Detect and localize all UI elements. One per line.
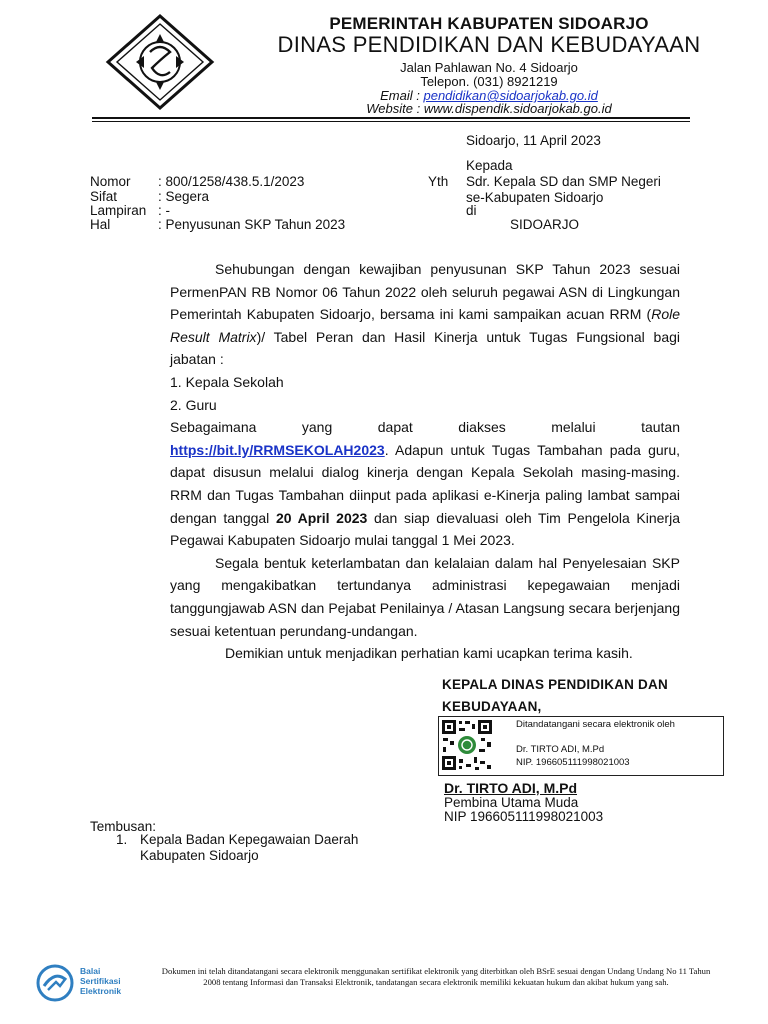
- signatory-nip: NIP 196605111998021003: [444, 809, 604, 824]
- rrm-link[interactable]: https://bit.ly/RRMSEKOLAH2023: [170, 441, 385, 458]
- paragraph-1: Sehubungan dengan kewajiban penyusunan SKP Tahun 2023 sesuai PermenPAN RB Nomor 06 Tahun 2022 oleh seluruh pegawai ASN di Lingkungan Pemerintah Kabupaten Sidoarjo, bersama ini kami sampaikan acuan RRM (Role Result Matrix)/ Tabel Peran dan Hasil Kinerja untuk Tugas Fungsional bagi jabatan :: [170, 261, 680, 368]
- recipient-kepada: Kepada: [466, 158, 513, 173]
- hal-value: : Penyusunan SKP Tahun 2023: [158, 217, 346, 232]
- office-phone: Telepon. (031) 8921219: [420, 74, 558, 89]
- paragraph-2: https://bit.ly/RRMSEKOLAH2023. Adapun untuk Tugas Tambahan pada guru, dapat disusun melalui dialog kinerja dengan Kepala Sekolah masing-masing. RRM dan Tugas Tambahan diinput pada aplikasi e-Kinerja paling lambat sampai dengan tanggal 20 April 2023 dan siap dievaluasi oleh Tim Pengelola Kinerja Pegawai Kabupaten Sidoarjo mulai tanggal 1 Mei 2023.: [170, 441, 680, 549]
- tembusan-item-line1: Kepala Badan Kepegawaian Daerah: [140, 832, 359, 847]
- letter-body: [170, 258, 680, 665]
- e-signature-nip: NIP. 196605111998021003: [516, 757, 630, 768]
- rrm-italic: Role Result Matrix: [170, 306, 680, 345]
- office-name: DINAS PENDIDIKAN DAN KEBUDAYAAN: [277, 32, 701, 57]
- email-label: Email :: [380, 88, 424, 103]
- signatory-name: Dr. TIRTO ADI, M.Pd: [444, 780, 578, 796]
- paragraph-3: Segala bentuk keterlambatan dan kelalaian dalam hal Penyelesaian SKP yang mengakibatkan tertundanya administrasi kepegawaian menjadi tanggungjawab ASN dan Pejabat Penilainya / Atasan Langsung secara berjenjang sesuai ketentuan perundang-undangan.: [170, 554, 680, 639]
- signature-title-1: KEPALA DINAS PENDIDIKAN DAN: [442, 677, 668, 692]
- sifat-label: Sifat: [90, 189, 118, 204]
- recipient-yth: Yth: [428, 174, 449, 189]
- e-signature-disclaimer: Dokumen ini telah ditandatangani secara elektronik menggunakan sertifikat elektronik yang diterbitkan oleh BSrE sesuai dengan Undang Undang No 11 Tahun 2008 tentang Informasi dan Transaksi Elektronik, tandatangan secara elektronik memiliki kekuatan hukum dan akibat hukum yang sah.: [161, 966, 711, 987]
- deadline-date: 20 April 2023: [275, 509, 368, 526]
- letterhead-rule-thick: [92, 117, 690, 119]
- list-item-2: 2. Guru: [170, 396, 217, 413]
- paragraph-2-line1: Sebagaimana yang dapat diakses melalui tautan: [170, 419, 680, 436]
- recipient-line2: se-Kabupaten Sidoarjo: [466, 190, 604, 205]
- recipient-line1: Sdr. Kepala SD dan SMP Negeri: [466, 174, 661, 189]
- paragraph-4: Demikian untuk menjadikan perhatian kami ucapkan terima kasih.: [225, 645, 633, 662]
- e-signature-name: Dr. TIRTO ADI, M.Pd: [516, 744, 605, 755]
- bsre-logo-icon: [36, 964, 74, 1002]
- email-link[interactable]: pendidikan@sidoarjokab.go.id: [423, 88, 598, 103]
- qr-code-icon: [441, 719, 493, 771]
- hal-label: Hal: [90, 217, 111, 232]
- e-signature-caption: Ditandatangani secara elektronik oleh: [516, 719, 675, 730]
- letterhead-rule-thin: [92, 121, 690, 122]
- lampiran-label: Lampiran: [90, 203, 147, 218]
- recipient-city: SIDOARJO: [510, 217, 580, 232]
- sidoarjo-emblem-logo: [100, 12, 220, 112]
- office-address: Jalan Pahlawan No. 4 Sidoarjo: [400, 60, 578, 75]
- office-website: Website : www.dispendik.sidoarjokab.go.id: [366, 101, 612, 116]
- letter-date: Sidoarjo, 11 April 2023: [466, 133, 601, 148]
- lampiran-value: : -: [158, 203, 170, 218]
- recipient-di: di: [466, 203, 477, 218]
- government-name: PEMERINTAH KABUPATEN SIDOARJO: [329, 14, 649, 33]
- list-item-1: 1. Kepala Sekolah: [170, 373, 284, 390]
- nomor-label: Nomor: [90, 174, 131, 189]
- bsre-wordmark: Balai Sertifikasi Elektronik: [80, 966, 122, 996]
- tembusan-item-line2: Kabupaten Sidoarjo: [140, 848, 259, 863]
- signature-title-2: KEBUDAYAAN,: [442, 699, 542, 714]
- sifat-value: : Segera: [158, 189, 210, 204]
- tembusan-item-number: 1.: [116, 832, 128, 847]
- tembusan-label: Tembusan:: [90, 819, 157, 834]
- nomor-value: : 800/1258/438.5.1/2023: [158, 174, 305, 189]
- signatory-rank: Pembina Utama Muda: [444, 795, 579, 810]
